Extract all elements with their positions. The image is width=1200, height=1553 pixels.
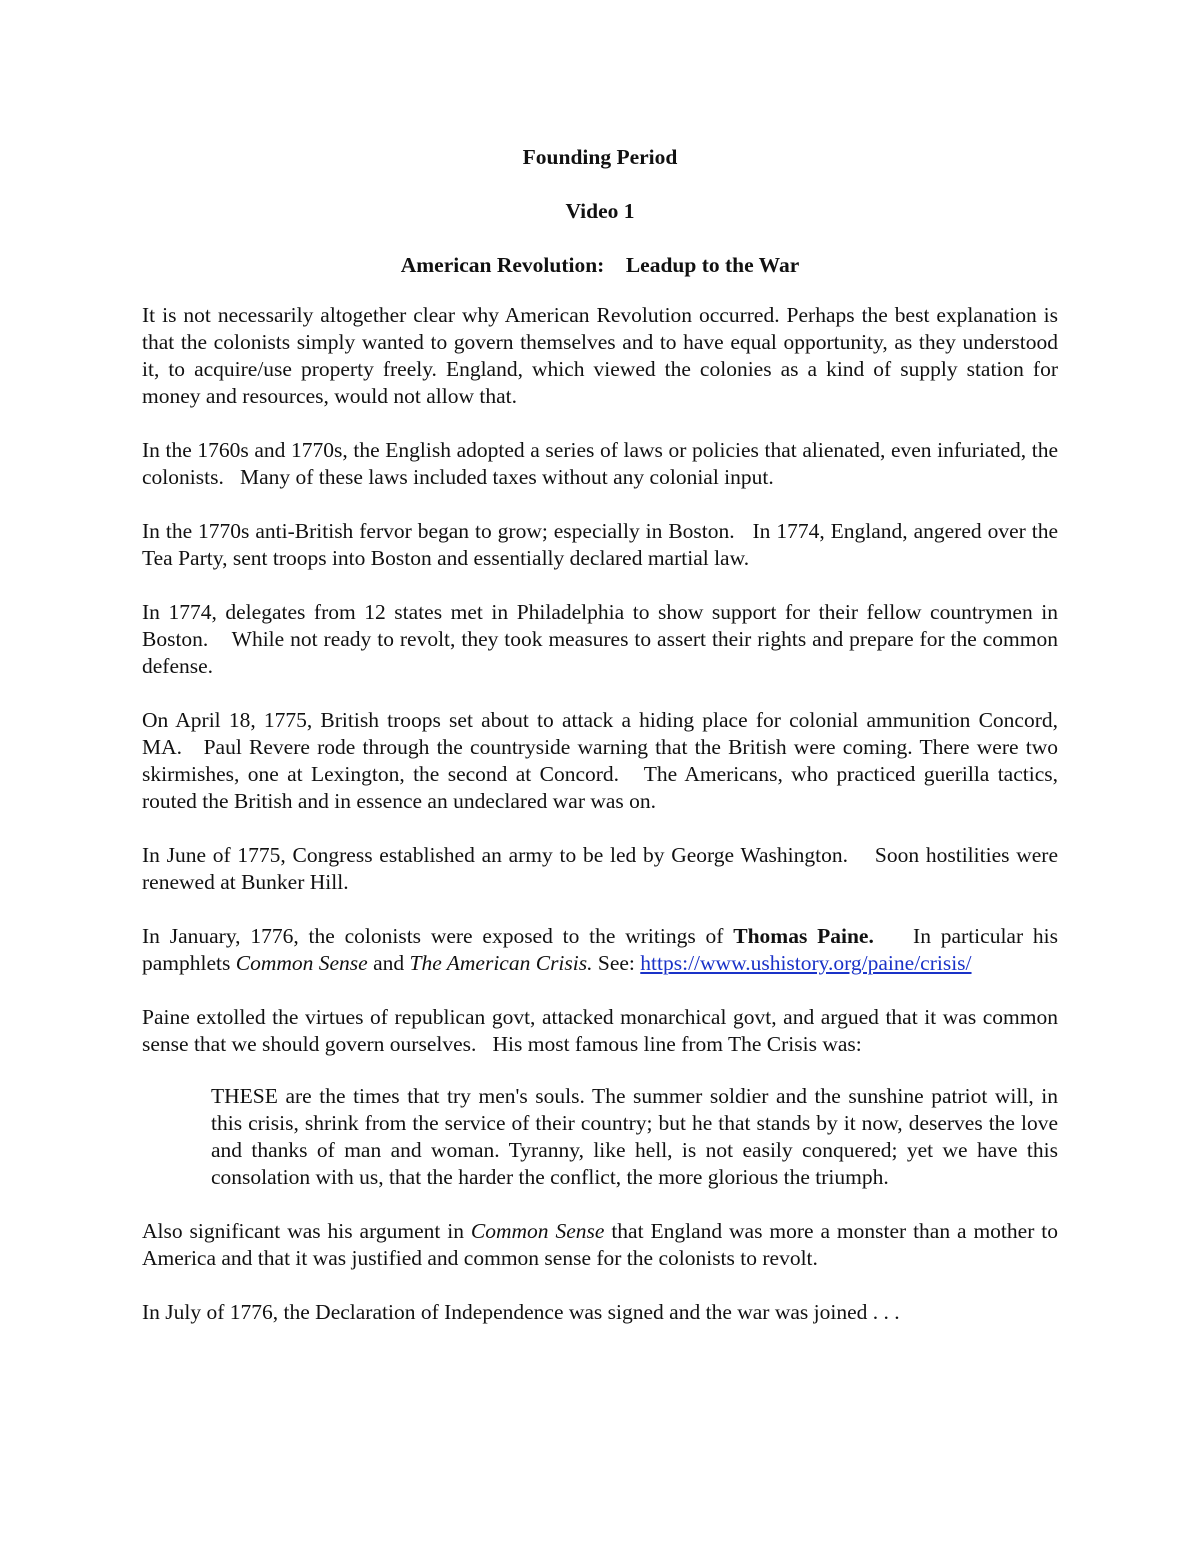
paine-text-4: See: bbox=[592, 951, 641, 975]
monster-text-2: that England was more a monster than a mother to America and that it was justified and common sense for the colonists to revolt. bbox=[142, 1219, 1058, 1270]
ushistory-link[interactable]: https://www.ushistory.org/paine/crisis/ bbox=[640, 951, 972, 975]
paragraph-virtues: Paine extolled the virtues of republican govt, attacked monarchical govt, and argued that it was common sense that we should govern ourselves. His most famous line from The Crisis was: bbox=[142, 1005, 1064, 1056]
common-sense-title-2: Common Sense bbox=[470, 1219, 605, 1243]
paragraph-declaration: In July of 1776, the Declaration of Independence was signed and the war was joined . . . bbox=[142, 1300, 900, 1324]
document-body bbox=[142, 140, 1064, 1326]
paine-text-1: In January, 1776, the colonists were exposed to the writings of bbox=[142, 924, 734, 948]
paine-name: Thomas Paine. bbox=[733, 924, 874, 948]
paine-text-2: In particular his pamphlets bbox=[142, 924, 1064, 975]
paragraph-monster bbox=[142, 1218, 1058, 1272]
paragraph-boston: In the 1770s anti-British fervor began to grow; especially in Boston. In 1774, England, angered over the Tea Party, sent troops into Boston and essentially declared martial law. bbox=[142, 519, 1063, 570]
document-subtitle: Video 1 bbox=[565, 199, 635, 223]
section-heading: American Revolution: Leadup to the War bbox=[400, 253, 800, 277]
common-sense-title: Common Sense bbox=[235, 951, 368, 975]
paragraph-intro: It is not necessarily altogether clear why American Revolution occurred. Perhaps the best explanation is that the colonists simply wanted to govern themselves and to have equal opportunity, as they understood it, to acquire/use property freely. England, which viewed the colonies as a kind of supply station for money and resources, would not allow that. bbox=[142, 303, 1058, 408]
paragraph-concord: On April 18, 1775, British troops set about to attack a hiding place for colonial ammunition Concord, MA. Paul Revere rode through the countryside warning that the British were coming. There were two skirmishes, one at Lexington, the second at Concord. The Americans, who practiced guerilla tactics, routed the British and in essence an undeclared war was on. bbox=[142, 708, 1064, 813]
document-title: Founding Period bbox=[522, 145, 678, 169]
paragraph-laws: In the 1760s and 1770s, the English adopted a series of laws or policies that alienated, even infuriated, the colonists. Many of these laws included taxes without any colonial input. bbox=[142, 438, 1064, 489]
paine-text-3: and bbox=[367, 951, 410, 975]
paragraph-delegates: In 1774, delegates from 12 states met in Philadelphia to show support for their fellow countrymen in Boston. While not ready to revolt, they took measures to assert their rights and prepare for the common defense. bbox=[142, 600, 1064, 678]
monster-text-1: Also significant was his argument in bbox=[142, 1219, 471, 1243]
american-crisis-title: The American Crisis. bbox=[409, 951, 593, 975]
crisis-quote: THESE are the times that try men's souls. The summer soldier and the sunshine patriot will, in this crisis, shrink from the service of their country; but he that stands by it now, deserves the love and thanks of man and woman. Tyranny, like hell, is not easily conquered; yet we have this consolation with us, that the harder the conflict, the more glorious the triumph. bbox=[211, 1084, 1058, 1189]
paragraph-army: In June of 1775, Congress established an army to be led by George Washington. Soon hostilities were renewed at Bunker Hill. bbox=[142, 843, 1064, 894]
paragraph-paine bbox=[142, 923, 1064, 977]
